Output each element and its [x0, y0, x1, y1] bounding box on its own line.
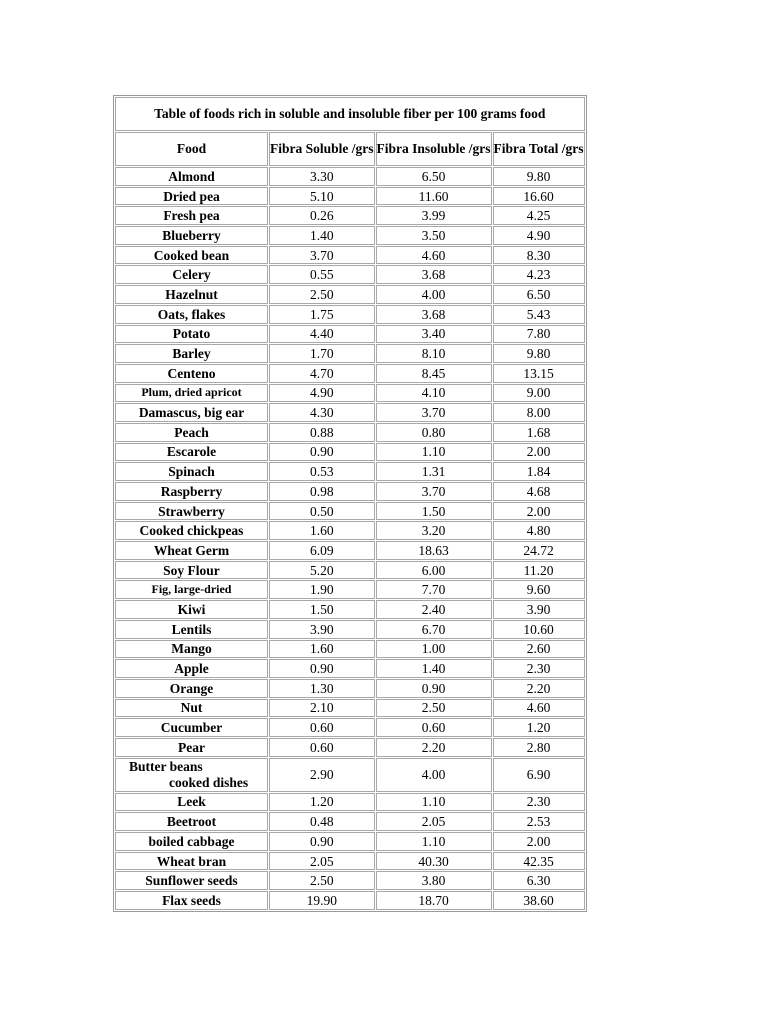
- food-name-cell: Soy Flour: [115, 561, 268, 580]
- table-row: [115, 659, 585, 678]
- soluble-value-cell: 0.26: [269, 206, 375, 225]
- soluble-value-cell: 0.98: [269, 482, 375, 501]
- food-name-cell: Potato: [115, 325, 268, 344]
- food-name-cell: Escarole: [115, 443, 268, 462]
- food-name-cell: Wheat Germ: [115, 541, 268, 560]
- food-name-wrap: [116, 759, 267, 791]
- insoluble-value-cell: 40.30: [376, 852, 492, 871]
- total-value-cell: 9.80: [493, 167, 585, 186]
- insoluble-value-cell: 0.60: [376, 718, 492, 737]
- food-name-cell: Mango: [115, 640, 268, 659]
- insoluble-value-cell: 4.10: [376, 384, 492, 403]
- total-value-cell: 2.00: [493, 443, 585, 462]
- total-value-cell: 13.15: [493, 364, 585, 383]
- table-row: [115, 482, 585, 501]
- soluble-value-cell: 4.90: [269, 384, 375, 403]
- table-row: [115, 285, 585, 304]
- food-name-cell: Strawberry: [115, 502, 268, 521]
- total-value-cell: 2.00: [493, 502, 585, 521]
- food-name-cell: Nut: [115, 699, 268, 718]
- total-value-cell: 16.60: [493, 187, 585, 206]
- insoluble-value-cell: 0.80: [376, 423, 492, 442]
- soluble-value-cell: 2.10: [269, 699, 375, 718]
- fiber-table-body: [115, 97, 585, 910]
- food-name-cell: Pear: [115, 738, 268, 757]
- soluble-value-cell: 0.53: [269, 462, 375, 481]
- total-value-cell: 6.90: [493, 758, 585, 792]
- insoluble-value-cell: 7.70: [376, 580, 492, 599]
- table-row: [115, 206, 585, 225]
- soluble-value-cell: 1.50: [269, 600, 375, 619]
- insoluble-value-cell: 3.70: [376, 482, 492, 501]
- food-name-cell: Dried pea: [115, 187, 268, 206]
- total-value-cell: 2.30: [493, 793, 585, 812]
- table-row: [115, 580, 585, 599]
- total-value-cell: 4.25: [493, 206, 585, 225]
- insoluble-value-cell: 11.60: [376, 187, 492, 206]
- total-value-cell: 2.20: [493, 679, 585, 698]
- table-row: [115, 871, 585, 890]
- caption-row: [115, 97, 585, 131]
- food-name-cell: Cooked bean: [115, 246, 268, 265]
- soluble-value-cell: 6.09: [269, 541, 375, 560]
- total-value-cell: 4.80: [493, 521, 585, 540]
- total-value-cell: 1.68: [493, 423, 585, 442]
- header-food: Food: [115, 132, 268, 166]
- food-name-cell: Cucumber: [115, 718, 268, 737]
- food-name-cell: Kiwi: [115, 600, 268, 619]
- insoluble-value-cell: 1.31: [376, 462, 492, 481]
- total-value-cell: 10.60: [493, 620, 585, 639]
- food-name-cell: Cooked chickpeas: [115, 521, 268, 540]
- table-row: [115, 600, 585, 619]
- food-name-cell: Spinach: [115, 462, 268, 481]
- food-name-cell: Flax seeds: [115, 891, 268, 910]
- insoluble-value-cell: 1.10: [376, 793, 492, 812]
- food-name-cell: Fig, large-dried: [115, 580, 268, 599]
- insoluble-value-cell: 3.70: [376, 403, 492, 422]
- insoluble-value-cell: 1.10: [376, 832, 492, 851]
- food-name-cell: Beetroot: [115, 812, 268, 831]
- table-row: [115, 832, 585, 851]
- total-value-cell: 8.30: [493, 246, 585, 265]
- food-name-cell: Fresh pea: [115, 206, 268, 225]
- soluble-value-cell: 2.90: [269, 758, 375, 792]
- food-name-cell: Lentils: [115, 620, 268, 639]
- food-name-cell: Blueberry: [115, 226, 268, 245]
- insoluble-value-cell: 6.00: [376, 561, 492, 580]
- soluble-value-cell: 19.90: [269, 891, 375, 910]
- table-row: [115, 561, 585, 580]
- soluble-value-cell: 0.90: [269, 443, 375, 462]
- total-value-cell: 4.90: [493, 226, 585, 245]
- total-value-cell: 24.72: [493, 541, 585, 560]
- food-name-cell: Celery: [115, 265, 268, 284]
- soluble-value-cell: 0.50: [269, 502, 375, 521]
- insoluble-value-cell: 8.10: [376, 344, 492, 363]
- food-name-cell: Centeno: [115, 364, 268, 383]
- insoluble-value-cell: 4.60: [376, 246, 492, 265]
- total-value-cell: 8.00: [493, 403, 585, 422]
- soluble-value-cell: 0.60: [269, 718, 375, 737]
- food-name-cell: Plum, dried apricot: [115, 384, 268, 403]
- soluble-value-cell: 4.70: [269, 364, 375, 383]
- soluble-value-cell: 0.60: [269, 738, 375, 757]
- table-row: [115, 305, 585, 324]
- table-row: [115, 640, 585, 659]
- insoluble-value-cell: 4.00: [376, 758, 492, 792]
- soluble-value-cell: 0.90: [269, 659, 375, 678]
- header-row: [115, 132, 585, 166]
- soluble-value-cell: 1.20: [269, 793, 375, 812]
- soluble-value-cell: 1.90: [269, 580, 375, 599]
- table-caption: Table of foods rich in soluble and insoluble fiber per 100 grams food: [115, 97, 585, 131]
- table-row: [115, 364, 585, 383]
- total-value-cell: 9.00: [493, 384, 585, 403]
- table-row: [115, 738, 585, 757]
- insoluble-value-cell: 2.20: [376, 738, 492, 757]
- food-name-line2: cooked dishes: [169, 774, 249, 790]
- table-row: [115, 423, 585, 442]
- table-row: [115, 758, 585, 792]
- table-row: [115, 226, 585, 245]
- insoluble-value-cell: 2.40: [376, 600, 492, 619]
- total-value-cell: 1.20: [493, 718, 585, 737]
- soluble-value-cell: 1.40: [269, 226, 375, 245]
- table-row: [115, 502, 585, 521]
- soluble-value-cell: 3.70: [269, 246, 375, 265]
- insoluble-value-cell: 3.50: [376, 226, 492, 245]
- total-value-cell: 1.84: [493, 462, 585, 481]
- table-row: [115, 793, 585, 812]
- table-row: [115, 462, 585, 481]
- soluble-value-cell: 0.48: [269, 812, 375, 831]
- total-value-cell: 42.35: [493, 852, 585, 871]
- table-row: [115, 852, 585, 871]
- insoluble-value-cell: 18.70: [376, 891, 492, 910]
- soluble-value-cell: 1.30: [269, 679, 375, 698]
- soluble-value-cell: 1.75: [269, 305, 375, 324]
- total-value-cell: 4.60: [493, 699, 585, 718]
- soluble-value-cell: 2.50: [269, 285, 375, 304]
- insoluble-value-cell: 3.99: [376, 206, 492, 225]
- insoluble-value-cell: 3.68: [376, 265, 492, 284]
- header-soluble: Fibra Soluble /grs: [269, 132, 375, 166]
- food-name-cell: Orange: [115, 679, 268, 698]
- insoluble-value-cell: 8.45: [376, 364, 492, 383]
- soluble-value-cell: 4.30: [269, 403, 375, 422]
- insoluble-value-cell: 1.40: [376, 659, 492, 678]
- table-row: [115, 620, 585, 639]
- insoluble-value-cell: 18.63: [376, 541, 492, 560]
- soluble-value-cell: 1.70: [269, 344, 375, 363]
- insoluble-value-cell: 6.70: [376, 620, 492, 639]
- table-row: [115, 325, 585, 344]
- soluble-value-cell: 1.60: [269, 640, 375, 659]
- soluble-value-cell: 5.20: [269, 561, 375, 580]
- header-insoluble: Fibra Insoluble /grs: [376, 132, 492, 166]
- soluble-value-cell: 2.05: [269, 852, 375, 871]
- table-row: [115, 187, 585, 206]
- insoluble-value-cell: 3.68: [376, 305, 492, 324]
- total-value-cell: 2.00: [493, 832, 585, 851]
- table-row: [115, 246, 585, 265]
- food-name-cell: Leek: [115, 793, 268, 812]
- total-value-cell: 5.43: [493, 305, 585, 324]
- soluble-value-cell: 0.88: [269, 423, 375, 442]
- soluble-value-cell: 3.90: [269, 620, 375, 639]
- fiber-table: [113, 95, 587, 912]
- food-name-cell: Raspberry: [115, 482, 268, 501]
- table-row: [115, 541, 585, 560]
- total-value-cell: 9.60: [493, 580, 585, 599]
- insoluble-value-cell: 4.00: [376, 285, 492, 304]
- food-name-cell: [115, 758, 268, 792]
- soluble-value-cell: 0.55: [269, 265, 375, 284]
- soluble-value-cell: 3.30: [269, 167, 375, 186]
- soluble-value-cell: 4.40: [269, 325, 375, 344]
- total-value-cell: 9.80: [493, 344, 585, 363]
- food-name-cell: Apple: [115, 659, 268, 678]
- total-value-cell: 4.68: [493, 482, 585, 501]
- total-value-cell: 2.80: [493, 738, 585, 757]
- total-value-cell: 7.80: [493, 325, 585, 344]
- total-value-cell: 4.23: [493, 265, 585, 284]
- soluble-value-cell: 2.50: [269, 871, 375, 890]
- insoluble-value-cell: 3.20: [376, 521, 492, 540]
- total-value-cell: 11.20: [493, 561, 585, 580]
- table-row: [115, 812, 585, 831]
- food-name-cell: Peach: [115, 423, 268, 442]
- insoluble-value-cell: 6.50: [376, 167, 492, 186]
- table-row: [115, 718, 585, 737]
- table-row: [115, 699, 585, 718]
- total-value-cell: 2.30: [493, 659, 585, 678]
- total-value-cell: 6.30: [493, 871, 585, 890]
- food-name-cell: Almond: [115, 167, 268, 186]
- food-name-cell: Oats, flakes: [115, 305, 268, 324]
- insoluble-value-cell: 1.50: [376, 502, 492, 521]
- table-row: [115, 443, 585, 462]
- total-value-cell: 3.90: [493, 600, 585, 619]
- table-row: [115, 679, 585, 698]
- food-name-cell: Wheat bran: [115, 852, 268, 871]
- food-name-cell: Hazelnut: [115, 285, 268, 304]
- table-row: [115, 521, 585, 540]
- insoluble-value-cell: 1.00: [376, 640, 492, 659]
- food-name-line1: Butter beans: [129, 758, 203, 774]
- insoluble-value-cell: 2.05: [376, 812, 492, 831]
- table-row: [115, 344, 585, 363]
- soluble-value-cell: 1.60: [269, 521, 375, 540]
- total-value-cell: 38.60: [493, 891, 585, 910]
- total-value-cell: 2.53: [493, 812, 585, 831]
- table-row: [115, 891, 585, 910]
- table-row: [115, 265, 585, 284]
- header-total: Fibra Total /grs: [493, 132, 585, 166]
- soluble-value-cell: 0.90: [269, 832, 375, 851]
- table-row: [115, 167, 585, 186]
- insoluble-value-cell: 3.40: [376, 325, 492, 344]
- table-row: [115, 384, 585, 403]
- table-row: [115, 403, 585, 422]
- insoluble-value-cell: 2.50: [376, 699, 492, 718]
- food-name-cell: boiled cabbage: [115, 832, 268, 851]
- food-name-cell: Barley: [115, 344, 268, 363]
- total-value-cell: 6.50: [493, 285, 585, 304]
- total-value-cell: 2.60: [493, 640, 585, 659]
- food-name-cell: Damascus, big ear: [115, 403, 268, 422]
- insoluble-value-cell: 1.10: [376, 443, 492, 462]
- insoluble-value-cell: 0.90: [376, 679, 492, 698]
- food-name-cell: Sunflower seeds: [115, 871, 268, 890]
- insoluble-value-cell: 3.80: [376, 871, 492, 890]
- soluble-value-cell: 5.10: [269, 187, 375, 206]
